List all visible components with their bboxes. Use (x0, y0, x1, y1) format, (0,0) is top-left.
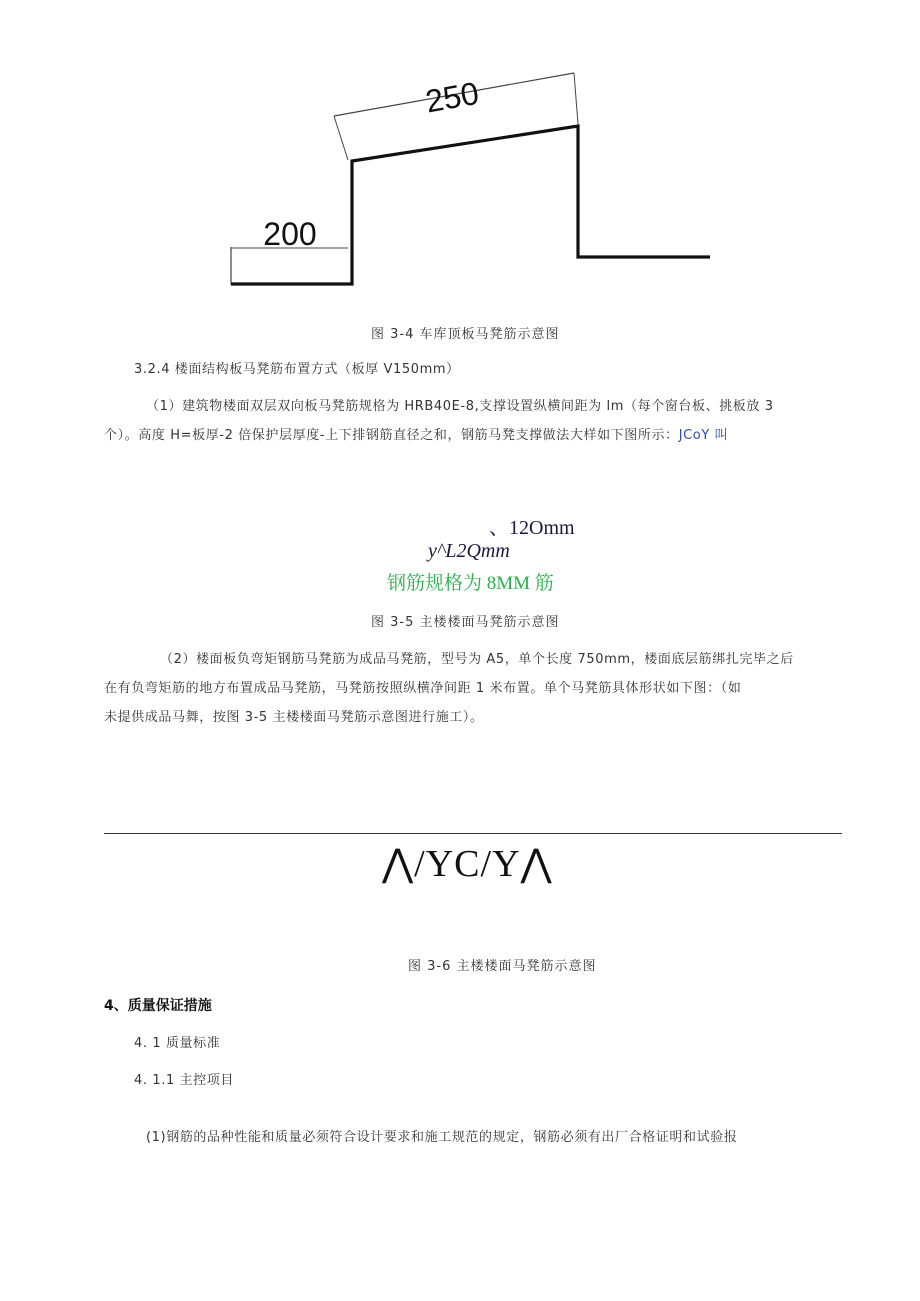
dim-200-label: 200 (263, 216, 317, 252)
section-4-heading: 4、质量保证措施 (104, 998, 212, 1014)
figure-3-5-label-green: 钢筋规格为 8MM 筋 (387, 573, 554, 594)
dim-250-label: 250 (422, 74, 482, 120)
figure-3-5-label-b: y^L2Qmm (428, 540, 510, 562)
p1-line2-text: 个）。高度 H=板厚-2 倍保护层厚度-上下排钢筋直径之和，钢筋马凳支撑做法大样如下图所示： (104, 428, 679, 443)
horizontal-divider (104, 833, 842, 834)
figure-3-5-label-a: 、12Omm (489, 517, 575, 539)
figure-3-6-caption: 图 3-6 主楼楼面马凳筋示意图 (408, 959, 597, 974)
rebar-stool-shape (231, 126, 710, 284)
p2-line1: （2）楼面板负弯矩钢筋马凳筋为成品马凳筋，型号为 A5，单个长度 750mm，楼面底层筋绑扎完毕之后 (160, 652, 794, 667)
p2-line3: 未提供成品马舞，按图 3-5 主楼楼面马凳筋示意图进行施工）。 (104, 710, 484, 725)
paragraph-2 (104, 645, 844, 732)
p2-line2: 在有负弯矩筋的地方布置成品马凳筋，马凳筋按照纵横净间距 1 米布置。单个马凳筋具体形状如下图：（如 (104, 681, 742, 696)
p1-line1: （1）建筑物楼面双层双向板马凳筋规格为 HRB40E-8,支撑设置纵横间距为 lm（每个窗台板、挑板放 3 (146, 399, 774, 414)
figure-3-5-caption: 图 3-5 主楼楼面马凳筋示意图 (371, 615, 560, 630)
section-3-2-4-heading: 3.2.4 楼面结构板马凳筋布置方式（板厚 V150mm） (134, 362, 460, 377)
figure-3-4-drawing (222, 60, 722, 300)
section-3-2-4-paragraph (104, 392, 844, 450)
figure-3-4-caption: 图 3-4 车库顶板马凳筋示意图 (371, 327, 560, 342)
dim-200-box (231, 247, 348, 284)
section-4-paragraph-1: (1)钢筋的品种性能和质量必须符合设计要求和施工规范的规定，钢筋必须有出厂合格证明和试验报 (146, 1130, 738, 1145)
section-4-1-1-heading: 4. 1.1 主控项目 (134, 1073, 234, 1088)
p1-line2 (104, 421, 844, 450)
p1-link[interactable]: JCoY 叫 (678, 428, 729, 443)
section-4-1-heading: 4. 1 质量标准 (134, 1036, 221, 1051)
figure-3-6-shape-text: ⋀/YC/Y⋀ (382, 843, 553, 885)
dim-250-ext-left (334, 116, 348, 160)
dim-250-ext-right (574, 73, 578, 124)
